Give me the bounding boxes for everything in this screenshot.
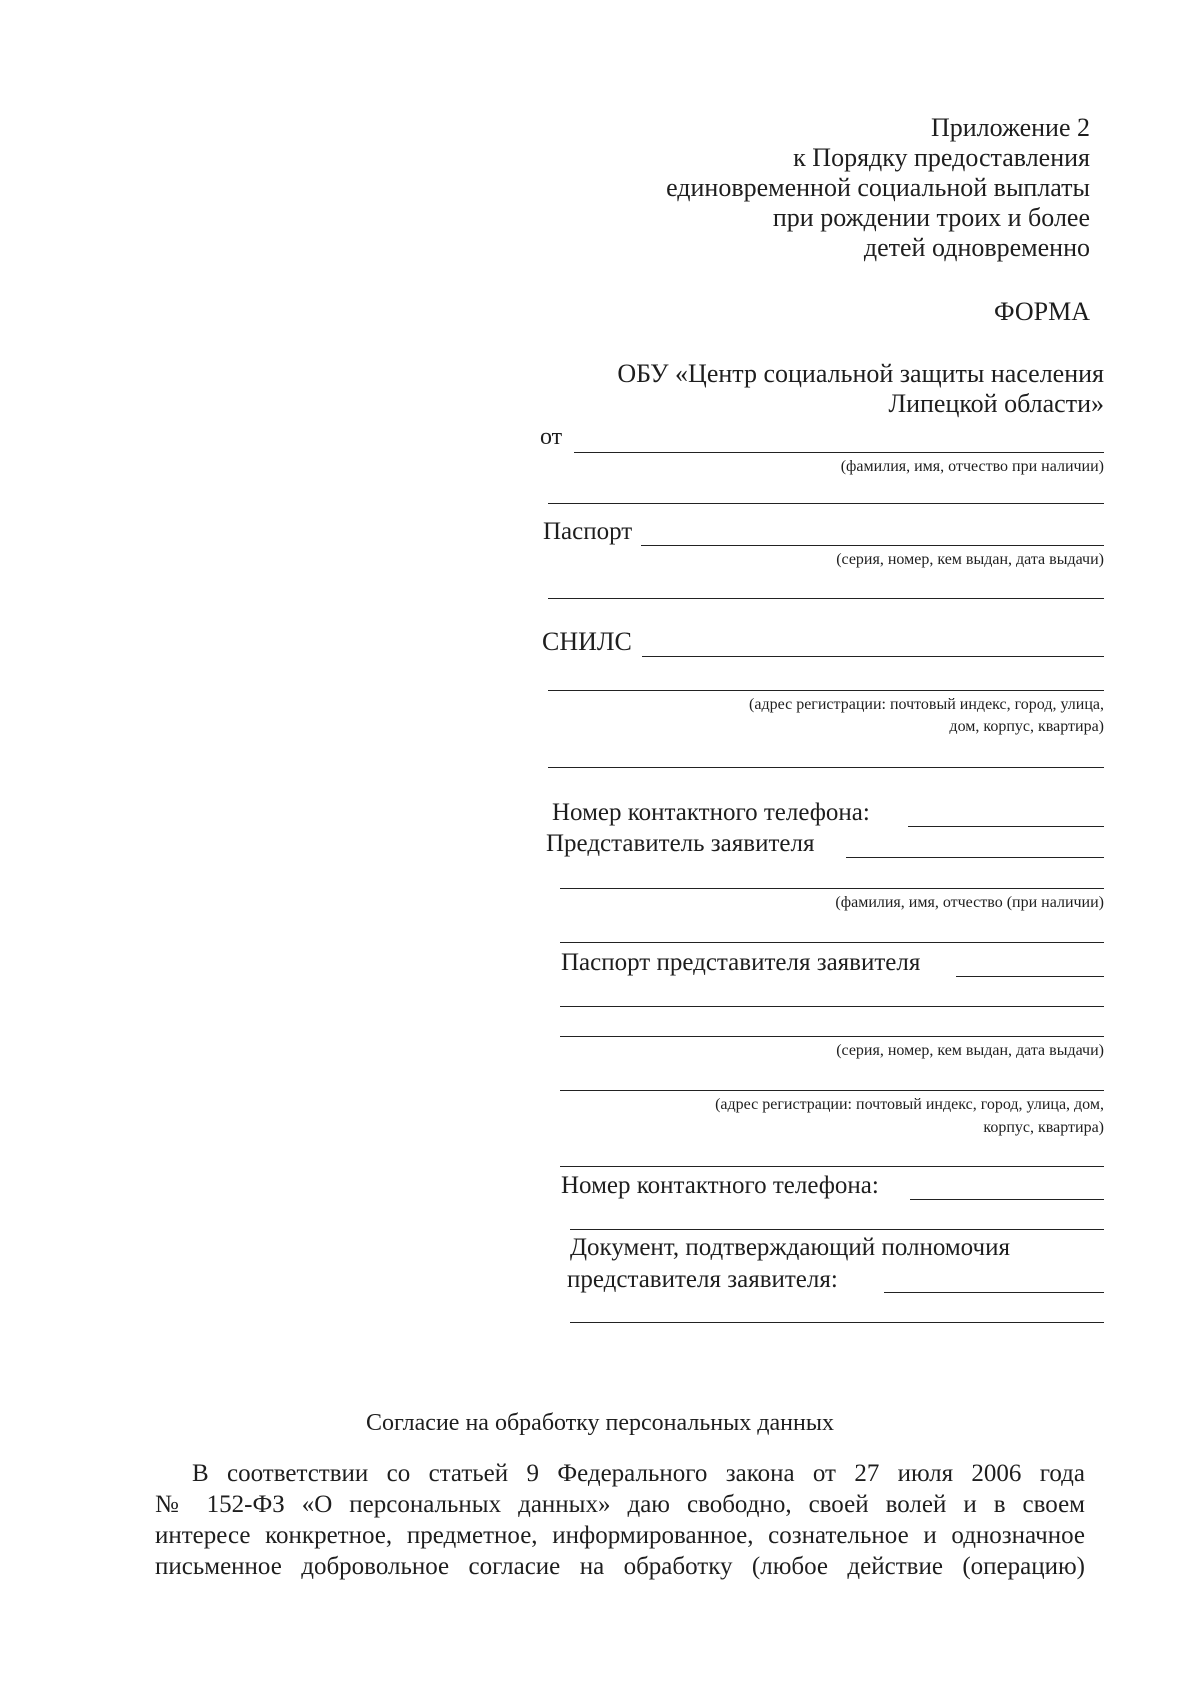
representative-name-hint: (фамилия, имя, отчество (при наличии) xyxy=(835,894,1104,911)
appendix-ref-line-1: к Порядку предоставления xyxy=(793,143,1090,172)
representative-passport-field-3[interactable] xyxy=(560,1036,1104,1037)
passport-field[interactable] xyxy=(641,545,1104,546)
consent-line-2: № 152-ФЗ «О персональных данных» даю свободно, своей волей и в своем xyxy=(155,1491,1085,1518)
appendix-ref-line-2: единовременной социальной выплаты xyxy=(666,173,1090,202)
passport-hint: (серия, номер, кем выдан, дата выдачи) xyxy=(836,551,1104,568)
consent-line-4: письменное добровольное согласие на обработку (любое действие (операцию) xyxy=(155,1553,1085,1580)
applicant-name-field[interactable] xyxy=(574,452,1104,453)
appendix-ref-line-4: детей одновременно xyxy=(863,233,1090,262)
authority-doc-label-line-2: представителя заявителя: xyxy=(567,1266,838,1293)
passport-label: Паспорт xyxy=(543,518,633,545)
passport-field-2[interactable] xyxy=(548,598,1104,599)
appendix-number: Приложение 2 xyxy=(930,113,1090,142)
representative-passport-field[interactable] xyxy=(956,976,1104,977)
address-field[interactable] xyxy=(548,690,1104,691)
applicant-phone-label: Номер контактного телефона: xyxy=(552,799,870,826)
applicant-name-field-2[interactable] xyxy=(548,503,1104,504)
addressee-line-1: ОБУ «Центр социальной защиты населения xyxy=(617,359,1104,388)
from-label: от xyxy=(540,424,563,450)
address-hint-line-1: (адрес регистрации: почтовый индекс, город, улица, xyxy=(749,696,1104,713)
representative-field[interactable] xyxy=(846,857,1104,858)
addressee-line-2: Липецкой области» xyxy=(888,389,1104,418)
snils-label: СНИЛС xyxy=(542,627,632,656)
applicant-name-hint: (фамилия, имя, отчество при наличии) xyxy=(840,458,1104,475)
representative-label: Представитель заявителя xyxy=(546,830,815,857)
representative-address-hint-line-1: (адрес регистрации: почтовый индекс, город, улица, дом, xyxy=(715,1096,1104,1113)
representative-address-hint-line-2: корпус, квартира) xyxy=(983,1119,1104,1136)
representative-address-field-2[interactable] xyxy=(560,1166,1104,1167)
representative-passport-field-2[interactable] xyxy=(560,1006,1104,1007)
representative-passport-hint: (серия, номер, кем выдан, дата выдачи) xyxy=(836,1042,1104,1059)
appendix-ref-line-3: при рождении троих и более xyxy=(772,203,1090,232)
applicant-phone-field[interactable] xyxy=(908,826,1104,827)
consent-title: Согласие на обработку персональных данных xyxy=(366,1410,834,1436)
representative-address-field[interactable] xyxy=(560,1090,1104,1091)
authority-doc-label-line-1: Документ, подтверждающий полномочия xyxy=(570,1234,1010,1261)
representative-name-field-2[interactable] xyxy=(560,942,1104,943)
authority-doc-field-2[interactable] xyxy=(570,1322,1104,1323)
address-hint-line-2: дом, корпус, квартира) xyxy=(949,718,1104,735)
consent-line-3: интересе конкретное, предметное, информированное, сознательное и однозначное xyxy=(155,1522,1085,1549)
consent-line-1: В соответствии со статьей 9 Федерального закона от 27 июля 2006 года xyxy=(192,1460,1085,1487)
representative-name-field[interactable] xyxy=(560,888,1104,889)
representative-phone-label: Номер контактного телефона: xyxy=(561,1172,879,1199)
form-label: ФОРМА xyxy=(994,297,1090,326)
representative-phone-field-2[interactable] xyxy=(570,1229,1104,1230)
representative-passport-label: Паспорт представителя заявителя xyxy=(561,949,921,976)
representative-phone-field[interactable] xyxy=(910,1199,1104,1200)
snils-field[interactable] xyxy=(642,656,1104,657)
address-field-2[interactable] xyxy=(548,767,1104,768)
authority-doc-field[interactable] xyxy=(884,1292,1104,1293)
